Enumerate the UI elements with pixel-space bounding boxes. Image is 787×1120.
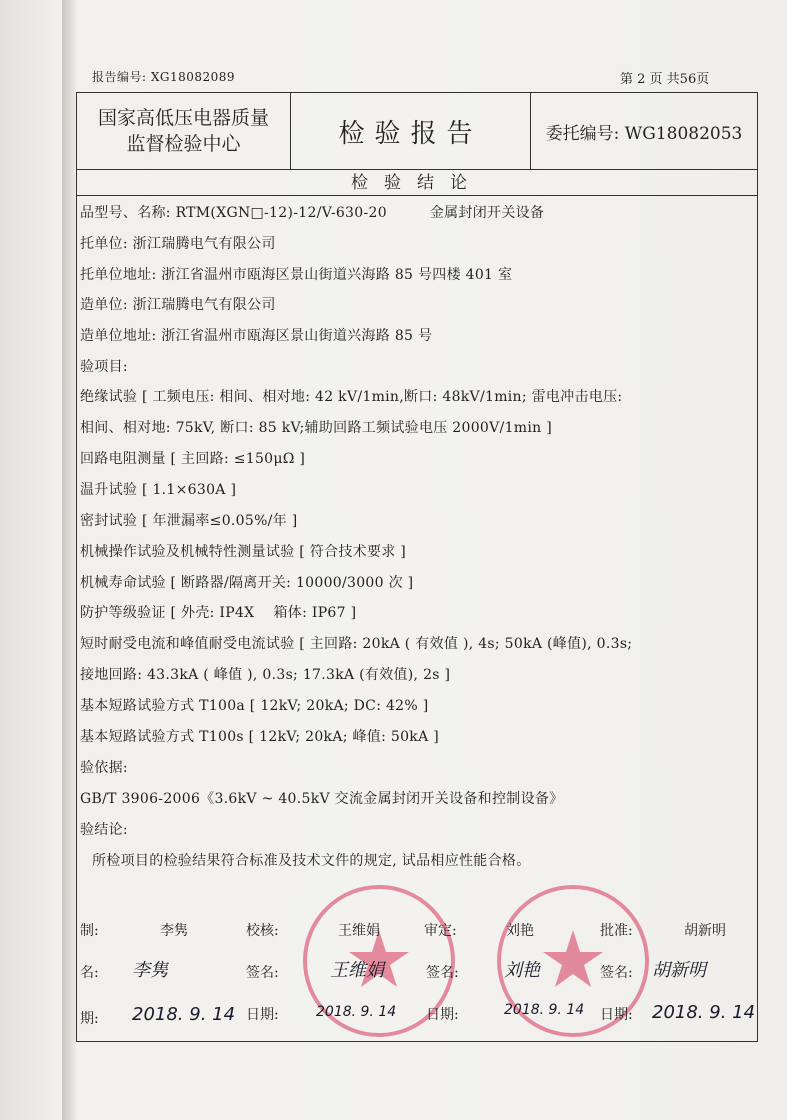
sign-label-approve: 签名: bbox=[600, 965, 633, 981]
date-label-review: 日期: bbox=[426, 1007, 459, 1023]
prepared-label: 制: bbox=[80, 923, 99, 939]
conclusion-line: 所检项目的检验结果符合标准及技术文件的规定, 试品相应性能合格。 bbox=[92, 853, 531, 869]
prepared-name: 李隽 bbox=[160, 923, 188, 939]
org-cell bbox=[77, 93, 291, 169]
date-review: 2018. 9. 14 bbox=[504, 1002, 585, 1018]
item-protection: 防护等级验证 [ 外壳: IP4X 箱体: IP67 ] bbox=[80, 605, 357, 621]
sign-label-check: 签名: bbox=[246, 965, 279, 981]
check-name: 王维娟 bbox=[338, 923, 380, 939]
check-label: 校核: bbox=[246, 923, 279, 939]
item-resistance: 回路电阻测量 [ 主回路: ≤150μΩ ] bbox=[80, 451, 306, 467]
approve-label: 批准: bbox=[600, 923, 633, 939]
item-mechanical-life: 机械寿命试验 [ 断路器/隔离开关: 10000/3000 次 ] bbox=[80, 575, 414, 591]
sign-label-review: 签名: bbox=[426, 965, 459, 981]
date-check: 2018. 9. 14 bbox=[316, 1004, 397, 1020]
consign-number: 委托编号: WG18082053 bbox=[545, 123, 743, 144]
date-label-approve: 日期: bbox=[600, 1007, 633, 1023]
signature-prepared: 李隽 bbox=[132, 960, 168, 981]
sign-label-left: 名: bbox=[80, 965, 99, 981]
approve-name: 胡新明 bbox=[684, 923, 726, 939]
item-short-time-b: 接地回路: 43.3kA ( 峰值 ), 0.3s; 17.3kA (有效值), 2s ] bbox=[80, 667, 451, 683]
date-approve: 2018. 9. 14 bbox=[652, 1002, 756, 1023]
product-line: 品型号、名称: RTM(XGN□-12)-12/V-630-20 金属封闭开关设备 bbox=[80, 205, 545, 221]
org-line2: 监督检验中心 bbox=[126, 133, 241, 155]
item-insulation-a: 绝缘试验 [ 工频电压: 相间、相对地: 42 kV/1min,断口: 48kV/1min; 雷电冲击电压: bbox=[80, 389, 623, 405]
date-label-left: 期: bbox=[80, 1011, 99, 1027]
item-sealing: 密封试验 [ 年泄漏率≤0.05%/年 ] bbox=[80, 513, 298, 529]
item-t100a: 基本短路试验方式 T100a [ 12kV; 20kA; DC: 42% ] bbox=[80, 698, 429, 714]
items-label: 验项目: bbox=[80, 359, 128, 375]
maker-address-line: 造单位地址: 浙江省温州市瓯海区景山街道兴海路 85 号 bbox=[80, 328, 433, 344]
title-table bbox=[76, 92, 758, 170]
item-t100s: 基本短路试验方式 T100s [ 12kV; 20kA; 峰值: 50kA ] bbox=[80, 729, 439, 745]
review-label: 审定: bbox=[424, 923, 457, 939]
item-short-time-a: 短时耐受电流和峰值耐受电流试验 [ 主回路: 20kA ( 有效值 ), 4s; 50kA (峰值), 0.3s; bbox=[80, 636, 633, 652]
item-temp-rise: 温升试验 [ 1.1×630A ] bbox=[80, 482, 237, 498]
signature-check: 王维娟 bbox=[330, 960, 384, 981]
item-mechanical-op: 机械操作试验及机械特性测量试验 [ 符合技术要求 ] bbox=[80, 544, 407, 560]
maker-line: 造单位: 浙江瑞腾电气有限公司 bbox=[80, 297, 276, 313]
binding-spine bbox=[62, 0, 76, 1120]
page-info: 第 2 页 共56页 bbox=[620, 72, 710, 87]
client-address-line: 托单位地址: 浙江省温州市瓯海区景山街道兴海路 85 号四楼 401 室 bbox=[80, 267, 513, 283]
basis-line: GB/T 3906-2006《3.6kV ~ 40.5kV 交流金属封闭开关设备和控制设备》 bbox=[80, 791, 564, 807]
signature-approve: 胡新明 bbox=[652, 960, 706, 981]
item-insulation-b: 相间、相对地: 75kV, 断口: 85 kV;辅助回路工频试验电压 2000V/1min ] bbox=[80, 420, 552, 436]
conclusion-label: 验结论: bbox=[80, 822, 128, 838]
client-line: 托单位: 浙江瑞腾电气有限公司 bbox=[80, 236, 276, 252]
date-prepared: 2018. 9. 14 bbox=[132, 1004, 236, 1025]
signature-review: 刘艳 bbox=[504, 960, 540, 981]
date-label-check: 日期: bbox=[246, 1007, 279, 1023]
section-title: 检验结论 bbox=[76, 170, 758, 196]
org-line1: 国家高低压电器质量 bbox=[97, 107, 269, 129]
review-name: 刘艳 bbox=[506, 923, 534, 939]
report-number: 报告编号: XG18082089 bbox=[92, 70, 236, 84]
basis-label: 验依据: bbox=[80, 760, 128, 776]
report-title: 检验报告 bbox=[291, 93, 531, 169]
